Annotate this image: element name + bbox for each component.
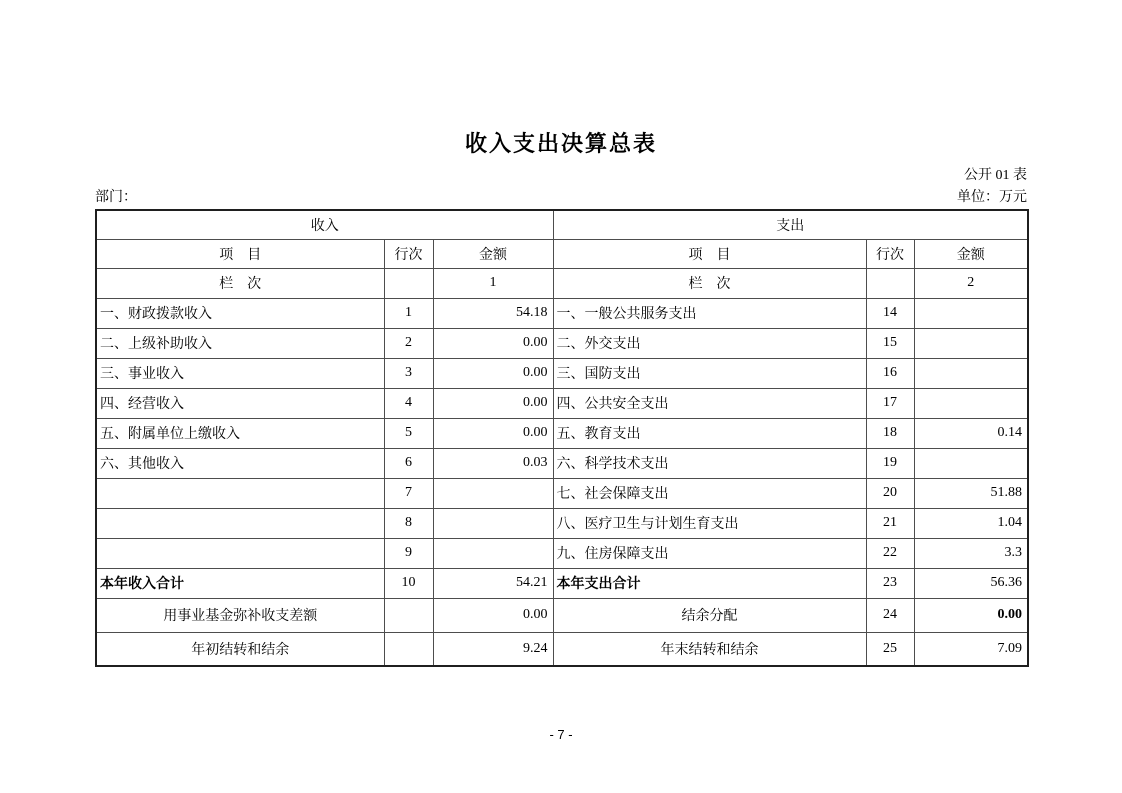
income-line-header: 行次 xyxy=(384,239,433,268)
expense-amount-cell xyxy=(914,328,1028,358)
expense-item-cell: 八、医疗卫生与计划生育支出 xyxy=(553,508,866,538)
income-line-cell xyxy=(384,632,433,666)
expense-amount-cell xyxy=(914,448,1028,478)
income-item-cell xyxy=(96,478,384,508)
expense-item-cell: 三、国防支出 xyxy=(553,358,866,388)
expense-line-cell: 17 xyxy=(866,388,914,418)
income-amount-cell: 0.03 xyxy=(433,448,553,478)
table-row xyxy=(96,298,1028,328)
income-lanci-label: 栏 次 xyxy=(96,268,384,298)
table-row xyxy=(96,632,1028,666)
expense-line-cell: 20 xyxy=(866,478,914,508)
meta-row xyxy=(95,186,1027,206)
expense-line-cell: 24 xyxy=(866,598,914,632)
expense-lanci-line xyxy=(866,268,914,298)
income-line-cell: 2 xyxy=(384,328,433,358)
income-amount-cell: 0.00 xyxy=(433,418,553,448)
expense-item-cell: 二、外交支出 xyxy=(553,328,866,358)
income-amount-cell: 0.00 xyxy=(433,598,553,632)
page-title: 收入支出决算总表 xyxy=(464,131,657,156)
income-amount-header: 金额 xyxy=(433,239,553,268)
income-col-number: 1 xyxy=(433,268,553,298)
table-row xyxy=(96,598,1028,632)
expense-line-cell: 14 xyxy=(866,298,914,328)
expense-line-header: 行次 xyxy=(866,239,914,268)
unit-label: 单位：万元 xyxy=(957,190,1027,205)
expense-item-cell: 结余分配 xyxy=(553,598,866,632)
income-line-cell: 4 xyxy=(384,388,433,418)
expense-amount-cell: 7.09 xyxy=(914,632,1028,666)
table-row xyxy=(96,538,1028,568)
income-total-label: 本年收入合计 xyxy=(96,568,384,598)
income-line-cell xyxy=(384,598,433,632)
expense-line-cell: 18 xyxy=(866,418,914,448)
expense-total-label: 本年支出合计 xyxy=(553,568,866,598)
expense-total-amount: 56.36 xyxy=(914,568,1028,598)
income-line-cell: 1 xyxy=(384,298,433,328)
expense-item-cell: 一、一般公共服务支出 xyxy=(553,298,866,328)
expense-line-cell: 15 xyxy=(866,328,914,358)
expense-item-cell: 九、住房保障支出 xyxy=(553,538,866,568)
income-line-cell: 8 xyxy=(384,508,433,538)
section-header-row xyxy=(96,210,1028,239)
income-item-cell: 用事业基金弥补收支差额 xyxy=(96,598,384,632)
expense-item-cell: 四、公共安全支出 xyxy=(553,388,866,418)
table-row xyxy=(96,388,1028,418)
expense-item-cell: 五、教育支出 xyxy=(553,418,866,448)
income-section-header: 收入 xyxy=(96,210,553,239)
expense-amount-cell xyxy=(914,298,1028,328)
expense-amount-cell: 3.3 xyxy=(914,538,1028,568)
expense-item-header: 项 目 xyxy=(553,239,866,268)
expense-item-cell: 年末结转和结余 xyxy=(553,632,866,666)
column-index-row xyxy=(96,268,1028,298)
expense-line-cell: 22 xyxy=(866,538,914,568)
expense-line-cell: 21 xyxy=(866,508,914,538)
table-code-label: 公开 01 表 xyxy=(964,168,1027,183)
expense-line-cell: 25 xyxy=(866,632,914,666)
income-line-cell: 6 xyxy=(384,448,433,478)
expense-amount-cell: 0.00 xyxy=(914,598,1028,632)
expense-item-cell: 六、科学技术支出 xyxy=(553,448,866,478)
expense-section-header: 支出 xyxy=(553,210,1028,239)
income-line-cell: 5 xyxy=(384,418,433,448)
income-item-cell: 二、上级补助收入 xyxy=(96,328,384,358)
income-item-cell xyxy=(96,538,384,568)
table-row xyxy=(96,418,1028,448)
table-row xyxy=(96,508,1028,538)
income-amount-cell xyxy=(433,478,553,508)
income-item-cell: 五、附属单位上缴收入 xyxy=(96,418,384,448)
income-item-header: 项 目 xyxy=(96,239,384,268)
table-row xyxy=(96,328,1028,358)
expense-amount-header: 金额 xyxy=(914,239,1028,268)
income-total-amount: 54.21 xyxy=(433,568,553,598)
expense-line-cell: 16 xyxy=(866,358,914,388)
expense-amount-cell xyxy=(914,388,1028,418)
expense-line-cell: 19 xyxy=(866,448,914,478)
income-amount-cell: 0.00 xyxy=(433,328,553,358)
income-amount-cell: 0.00 xyxy=(433,388,553,418)
income-line-cell: 10 xyxy=(384,568,433,598)
column-header-row xyxy=(96,239,1028,268)
income-amount-cell: 9.24 xyxy=(433,632,553,666)
totals-row xyxy=(96,568,1028,598)
expense-amount-cell xyxy=(914,358,1028,388)
page-number: - 7 - xyxy=(549,727,573,742)
income-amount-cell xyxy=(433,538,553,568)
expense-lanci-label: 栏 次 xyxy=(553,268,866,298)
income-item-cell: 一、财政拨款收入 xyxy=(96,298,384,328)
income-lanci-line xyxy=(384,268,433,298)
income-amount-cell: 54.18 xyxy=(433,298,553,328)
table-row xyxy=(96,358,1028,388)
budget-summary-table xyxy=(95,209,1029,667)
table-row xyxy=(96,448,1028,478)
table-row xyxy=(96,478,1028,508)
income-item-cell xyxy=(96,508,384,538)
income-item-cell: 年初结转和结余 xyxy=(96,632,384,666)
expense-line-cell: 23 xyxy=(866,568,914,598)
expense-amount-cell: 0.14 xyxy=(914,418,1028,448)
income-line-cell: 7 xyxy=(384,478,433,508)
income-item-cell: 六、其他收入 xyxy=(96,448,384,478)
department-label: 部门： xyxy=(95,190,137,205)
expense-amount-cell: 51.88 xyxy=(914,478,1028,508)
income-item-cell: 四、经营收入 xyxy=(96,388,384,418)
income-line-cell: 3 xyxy=(384,358,433,388)
expense-amount-cell: 1.04 xyxy=(914,508,1028,538)
income-amount-cell xyxy=(433,508,553,538)
expense-item-cell: 七、社会保障支出 xyxy=(553,478,866,508)
income-amount-cell: 0.00 xyxy=(433,358,553,388)
income-item-cell: 三、事业收入 xyxy=(96,358,384,388)
expense-col-number: 2 xyxy=(914,268,1028,298)
income-line-cell: 9 xyxy=(384,538,433,568)
